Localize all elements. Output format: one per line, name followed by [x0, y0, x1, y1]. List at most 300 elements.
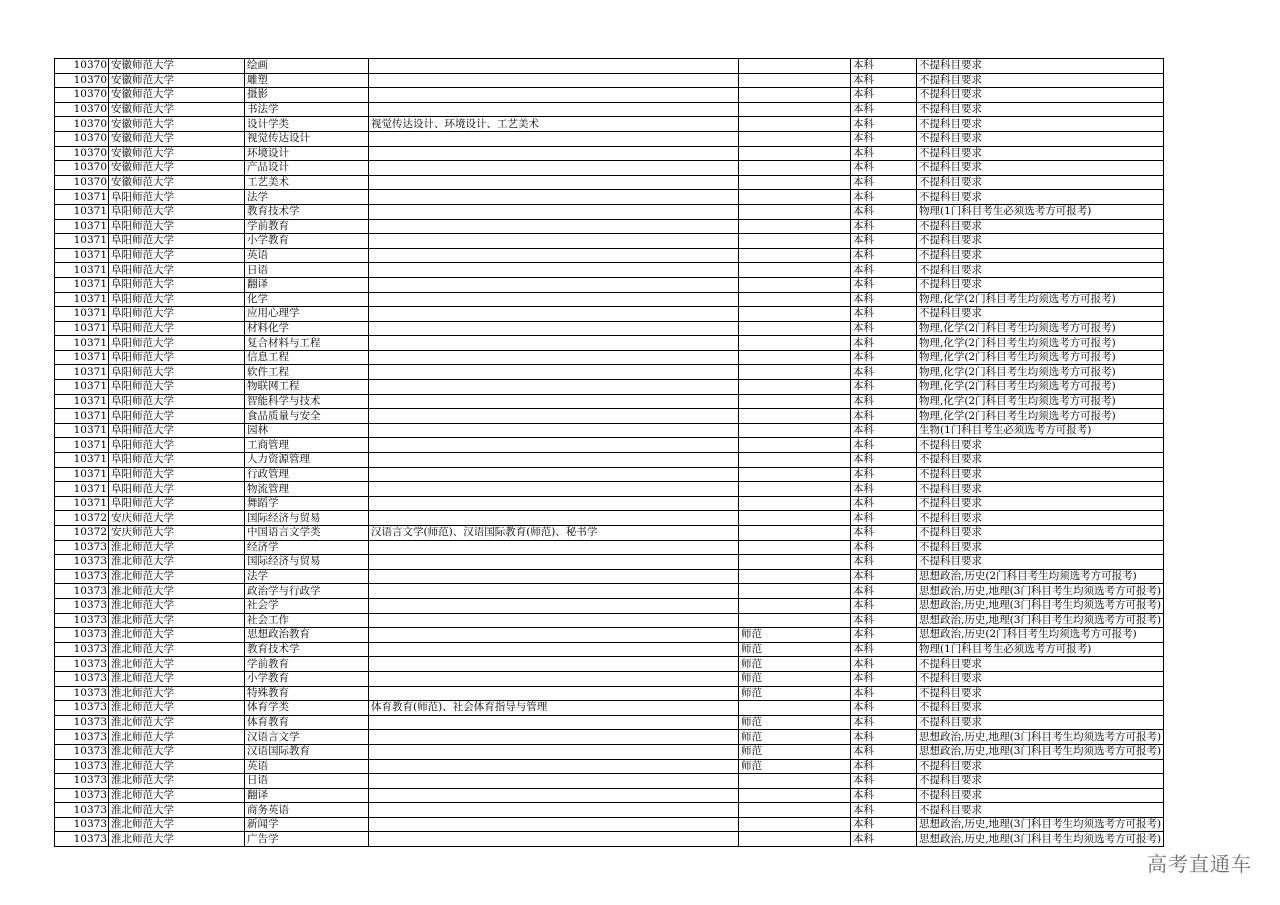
teacher-training-cell — [739, 88, 851, 103]
degree-level-cell: 本科 — [851, 438, 917, 453]
degree-level-cell: 本科 — [851, 482, 917, 497]
teacher-training-cell — [739, 350, 851, 365]
degree-level-cell: 本科 — [851, 657, 917, 672]
school-name-cell: 阜阳师范大学 — [109, 423, 245, 438]
teacher-training-cell — [739, 161, 851, 176]
teacher-training-cell — [739, 175, 851, 190]
subject-requirement-cell: 不提科目要求 — [917, 657, 1164, 672]
school-code-cell: 10370 — [55, 59, 109, 74]
degree-level-cell: 本科 — [851, 467, 917, 482]
subject-requirement-cell: 不提科目要求 — [917, 248, 1164, 263]
school-name-cell: 阜阳师范大学 — [109, 365, 245, 380]
degree-level-cell: 本科 — [851, 248, 917, 263]
degree-level-cell: 本科 — [851, 423, 917, 438]
teacher-training-cell: 师范 — [739, 642, 851, 657]
major-name-cell: 舞蹈学 — [245, 496, 369, 511]
school-code-cell: 10370 — [55, 131, 109, 146]
major-name-cell: 环境设计 — [245, 146, 369, 161]
degree-level-cell: 本科 — [851, 117, 917, 132]
school-code-cell: 10371 — [55, 365, 109, 380]
table-row — [55, 584, 1164, 599]
school-code-cell: 10373 — [55, 628, 109, 643]
major-name-cell: 产品设计 — [245, 161, 369, 176]
table-row — [55, 263, 1164, 278]
subject-requirement-cell: 不提科目要求 — [917, 715, 1164, 730]
school-code-cell: 10373 — [55, 569, 109, 584]
school-name-cell: 阜阳师范大学 — [109, 263, 245, 278]
school-name-cell: 阜阳师范大学 — [109, 482, 245, 497]
table-row — [55, 248, 1164, 263]
major-name-cell: 化学 — [245, 292, 369, 307]
degree-level-cell: 本科 — [851, 832, 917, 847]
major-name-cell: 人力资源管理 — [245, 453, 369, 468]
teacher-training-cell — [739, 380, 851, 395]
included-majors-cell — [369, 350, 739, 365]
degree-level-cell: 本科 — [851, 175, 917, 190]
table-row — [55, 350, 1164, 365]
subject-requirement-cell: 不提科目要求 — [917, 496, 1164, 511]
teacher-training-cell — [739, 365, 851, 380]
school-code-cell: 10371 — [55, 292, 109, 307]
degree-level-cell: 本科 — [851, 642, 917, 657]
teacher-training-cell — [739, 482, 851, 497]
school-code-cell: 10370 — [55, 146, 109, 161]
included-majors-cell — [369, 496, 739, 511]
major-name-cell: 材料化学 — [245, 321, 369, 336]
included-majors-cell — [369, 467, 739, 482]
included-majors-cell — [369, 73, 739, 88]
table-row — [55, 307, 1164, 322]
included-majors-cell — [369, 540, 739, 555]
degree-level-cell: 本科 — [851, 292, 917, 307]
degree-level-cell: 本科 — [851, 774, 917, 789]
school-code-cell: 10371 — [55, 248, 109, 263]
school-name-cell: 淮北师范大学 — [109, 701, 245, 716]
school-code-cell: 10371 — [55, 350, 109, 365]
teacher-training-cell — [739, 788, 851, 803]
school-name-cell: 阜阳师范大学 — [109, 467, 245, 482]
included-majors-cell — [369, 292, 739, 307]
included-majors-cell — [369, 803, 739, 818]
table-row — [55, 423, 1164, 438]
degree-level-cell: 本科 — [851, 380, 917, 395]
degree-level-cell: 本科 — [851, 102, 917, 117]
degree-level-cell: 本科 — [851, 277, 917, 292]
school-name-cell: 淮北师范大学 — [109, 715, 245, 730]
school-name-cell: 淮北师范大学 — [109, 774, 245, 789]
school-name-cell: 安庆师范大学 — [109, 526, 245, 541]
school-name-cell: 阜阳师范大学 — [109, 394, 245, 409]
teacher-training-cell — [739, 102, 851, 117]
school-name-cell: 淮北师范大学 — [109, 657, 245, 672]
school-code-cell: 10370 — [55, 88, 109, 103]
table-row — [55, 234, 1164, 249]
degree-level-cell: 本科 — [851, 321, 917, 336]
table-row — [55, 496, 1164, 511]
school-code-cell: 10373 — [55, 642, 109, 657]
teacher-training-cell — [739, 190, 851, 205]
school-code-cell: 10371 — [55, 219, 109, 234]
subject-requirement-cell: 不提科目要求 — [917, 701, 1164, 716]
school-code-cell: 10371 — [55, 307, 109, 322]
degree-level-cell: 本科 — [851, 190, 917, 205]
degree-level-cell: 本科 — [851, 511, 917, 526]
table-row — [55, 131, 1164, 146]
teacher-training-cell — [739, 496, 851, 511]
school-name-cell: 阜阳师范大学 — [109, 453, 245, 468]
subject-requirement-cell: 不提科目要求 — [917, 686, 1164, 701]
teacher-training-cell — [739, 73, 851, 88]
teacher-training-cell: 师范 — [739, 628, 851, 643]
included-majors-cell — [369, 438, 739, 453]
teacher-training-cell — [739, 584, 851, 599]
subject-requirement-cell: 不提科目要求 — [917, 88, 1164, 103]
teacher-training-cell — [739, 277, 851, 292]
major-name-cell: 国际经济与贸易 — [245, 555, 369, 570]
major-name-cell: 绘画 — [245, 59, 369, 74]
school-code-cell: 10373 — [55, 803, 109, 818]
school-code-cell: 10373 — [55, 832, 109, 847]
degree-level-cell: 本科 — [851, 817, 917, 832]
teacher-training-cell — [739, 131, 851, 146]
major-name-cell: 设计学类 — [245, 117, 369, 132]
included-majors-cell — [369, 511, 739, 526]
degree-level-cell: 本科 — [851, 365, 917, 380]
major-name-cell: 翻译 — [245, 277, 369, 292]
subject-requirement-cell: 物理(1门科目考生必须选考方可报考) — [917, 642, 1164, 657]
school-name-cell: 安徽师范大学 — [109, 117, 245, 132]
school-code-cell: 10371 — [55, 453, 109, 468]
table-row — [55, 175, 1164, 190]
school-code-cell: 10371 — [55, 467, 109, 482]
school-name-cell: 阜阳师范大学 — [109, 380, 245, 395]
subject-requirement-cell: 不提科目要求 — [917, 146, 1164, 161]
teacher-training-cell — [739, 453, 851, 468]
school-name-cell: 安徽师范大学 — [109, 146, 245, 161]
school-name-cell: 阜阳师范大学 — [109, 438, 245, 453]
subject-requirement-cell: 不提科目要求 — [917, 307, 1164, 322]
subject-requirement-cell: 不提科目要求 — [917, 117, 1164, 132]
school-code-cell: 10370 — [55, 73, 109, 88]
table-row — [55, 803, 1164, 818]
major-name-cell: 物流管理 — [245, 482, 369, 497]
table-row — [55, 102, 1164, 117]
major-name-cell: 小学教育 — [245, 234, 369, 249]
teacher-training-cell — [739, 526, 851, 541]
table-row — [55, 292, 1164, 307]
table-row — [55, 438, 1164, 453]
table-row — [55, 526, 1164, 541]
school-name-cell: 淮北师范大学 — [109, 730, 245, 745]
included-majors-cell — [369, 409, 739, 424]
major-name-cell: 信息工程 — [245, 350, 369, 365]
school-code-cell: 10373 — [55, 730, 109, 745]
major-name-cell: 物联网工程 — [245, 380, 369, 395]
subject-requirement-cell: 不提科目要求 — [917, 774, 1164, 789]
school-name-cell: 淮北师范大学 — [109, 686, 245, 701]
teacher-training-cell — [739, 817, 851, 832]
major-name-cell: 体育教育 — [245, 715, 369, 730]
degree-level-cell: 本科 — [851, 540, 917, 555]
subject-requirement-cell: 思想政治,历史(2门科目考生均须选考方可报考) — [917, 628, 1164, 643]
major-name-cell: 智能科学与技术 — [245, 394, 369, 409]
major-name-cell: 英语 — [245, 248, 369, 263]
major-name-cell: 特殊教育 — [245, 686, 369, 701]
school-code-cell: 10373 — [55, 744, 109, 759]
degree-level-cell: 本科 — [851, 131, 917, 146]
degree-level-cell: 本科 — [851, 204, 917, 219]
degree-level-cell: 本科 — [851, 598, 917, 613]
included-majors-cell — [369, 584, 739, 599]
admission-table — [54, 58, 1164, 847]
school-code-cell: 10373 — [55, 774, 109, 789]
teacher-training-cell: 师范 — [739, 730, 851, 745]
major-name-cell: 园林 — [245, 423, 369, 438]
teacher-training-cell: 师范 — [739, 686, 851, 701]
table-row — [55, 190, 1164, 205]
major-name-cell: 法学 — [245, 190, 369, 205]
school-code-cell: 10371 — [55, 277, 109, 292]
school-code-cell: 10372 — [55, 526, 109, 541]
subject-requirement-cell: 不提科目要求 — [917, 73, 1164, 88]
table-row — [55, 598, 1164, 613]
major-name-cell: 教育技术学 — [245, 204, 369, 219]
school-code-cell: 10370 — [55, 102, 109, 117]
school-name-cell: 阜阳师范大学 — [109, 277, 245, 292]
table-row — [55, 657, 1164, 672]
subject-requirement-cell: 思想政治,历史,地理(3门科目考生均须选考方可报考) — [917, 817, 1164, 832]
table-row — [55, 336, 1164, 351]
degree-level-cell: 本科 — [851, 409, 917, 424]
degree-level-cell: 本科 — [851, 803, 917, 818]
degree-level-cell: 本科 — [851, 744, 917, 759]
school-code-cell: 10371 — [55, 380, 109, 395]
school-name-cell: 阜阳师范大学 — [109, 350, 245, 365]
included-majors-cell — [369, 657, 739, 672]
school-name-cell: 淮北师范大学 — [109, 540, 245, 555]
degree-level-cell: 本科 — [851, 234, 917, 249]
school-code-cell: 10371 — [55, 482, 109, 497]
included-majors-cell — [369, 774, 739, 789]
school-code-cell: 10371 — [55, 394, 109, 409]
table-row — [55, 744, 1164, 759]
major-name-cell: 汉语言文学 — [245, 730, 369, 745]
teacher-training-cell — [739, 248, 851, 263]
subject-requirement-cell: 不提科目要求 — [917, 482, 1164, 497]
included-majors-cell — [369, 744, 739, 759]
school-code-cell: 10373 — [55, 613, 109, 628]
teacher-training-cell — [739, 467, 851, 482]
school-code-cell: 10373 — [55, 759, 109, 774]
major-name-cell: 国际经济与贸易 — [245, 511, 369, 526]
included-majors-cell — [369, 88, 739, 103]
included-majors-cell — [369, 482, 739, 497]
school-code-cell: 10371 — [55, 438, 109, 453]
table-row — [55, 569, 1164, 584]
included-majors-cell — [369, 131, 739, 146]
school-name-cell: 淮北师范大学 — [109, 555, 245, 570]
teacher-training-cell: 师范 — [739, 715, 851, 730]
school-name-cell: 阜阳师范大学 — [109, 336, 245, 351]
included-majors-cell — [369, 394, 739, 409]
teacher-training-cell — [739, 511, 851, 526]
subject-requirement-cell: 生物(1门科目考生必须选考方可报考) — [917, 423, 1164, 438]
included-majors-cell — [369, 190, 739, 205]
degree-level-cell: 本科 — [851, 161, 917, 176]
included-majors-cell — [369, 59, 739, 74]
subject-requirement-cell: 不提科目要求 — [917, 219, 1164, 234]
major-name-cell: 新闻学 — [245, 817, 369, 832]
teacher-training-cell — [739, 540, 851, 555]
school-code-cell: 10371 — [55, 423, 109, 438]
subject-requirement-cell: 不提科目要求 — [917, 467, 1164, 482]
school-code-cell: 10373 — [55, 598, 109, 613]
included-majors-cell — [369, 686, 739, 701]
table-row — [55, 613, 1164, 628]
major-name-cell: 商务英语 — [245, 803, 369, 818]
subject-requirement-cell: 物理,化学(2门科目考生均须选考方可报考) — [917, 336, 1164, 351]
school-code-cell: 10371 — [55, 263, 109, 278]
subject-requirement-cell: 物理,化学(2门科目考生均须选考方可报考) — [917, 394, 1164, 409]
degree-level-cell: 本科 — [851, 526, 917, 541]
major-name-cell: 日语 — [245, 774, 369, 789]
included-majors-cell: 视觉传达设计、环境设计、工艺美术 — [369, 117, 739, 132]
school-code-cell: 10373 — [55, 657, 109, 672]
major-name-cell: 行政管理 — [245, 467, 369, 482]
included-majors-cell — [369, 642, 739, 657]
school-code-cell: 10371 — [55, 336, 109, 351]
included-majors-cell — [369, 161, 739, 176]
table-row — [55, 730, 1164, 745]
table-row — [55, 73, 1164, 88]
subject-requirement-cell: 思想政治,历史,地理(3门科目考生均须选考方可报考) — [917, 584, 1164, 599]
subject-requirement-cell: 思想政治,历史(2门科目考生均须选考方可报考) — [917, 569, 1164, 584]
major-name-cell: 复合材料与工程 — [245, 336, 369, 351]
subject-requirement-cell: 不提科目要求 — [917, 234, 1164, 249]
teacher-training-cell: 师范 — [739, 744, 851, 759]
table-row — [55, 642, 1164, 657]
school-name-cell: 淮北师范大学 — [109, 642, 245, 657]
included-majors-cell — [369, 307, 739, 322]
included-majors-cell — [369, 788, 739, 803]
degree-level-cell: 本科 — [851, 307, 917, 322]
major-name-cell: 社会学 — [245, 598, 369, 613]
teacher-training-cell — [739, 321, 851, 336]
degree-level-cell: 本科 — [851, 569, 917, 584]
table-row — [55, 394, 1164, 409]
major-name-cell: 政治学与行政学 — [245, 584, 369, 599]
teacher-training-cell: 师范 — [739, 759, 851, 774]
school-code-cell: 10371 — [55, 190, 109, 205]
teacher-training-cell — [739, 263, 851, 278]
subject-requirement-cell: 思想政治,历史,地理(3门科目考生均须选考方可报考) — [917, 744, 1164, 759]
teacher-training-cell — [739, 423, 851, 438]
degree-level-cell: 本科 — [851, 788, 917, 803]
school-name-cell: 阜阳师范大学 — [109, 219, 245, 234]
degree-level-cell: 本科 — [851, 496, 917, 511]
subject-requirement-cell: 不提科目要求 — [917, 671, 1164, 686]
teacher-training-cell — [739, 701, 851, 716]
school-code-cell: 10373 — [55, 701, 109, 716]
subject-requirement-cell: 不提科目要求 — [917, 803, 1164, 818]
degree-level-cell: 本科 — [851, 336, 917, 351]
school-name-cell: 阜阳师范大学 — [109, 248, 245, 263]
subject-requirement-cell: 不提科目要求 — [917, 131, 1164, 146]
table-row — [55, 482, 1164, 497]
major-name-cell: 广告学 — [245, 832, 369, 847]
included-majors-cell — [369, 598, 739, 613]
major-name-cell: 摄影 — [245, 88, 369, 103]
subject-requirement-cell: 不提科目要求 — [917, 59, 1164, 74]
school-code-cell: 10373 — [55, 715, 109, 730]
school-code-cell: 10371 — [55, 204, 109, 219]
table-row — [55, 715, 1164, 730]
subject-requirement-cell: 不提科目要求 — [917, 759, 1164, 774]
table-row — [55, 59, 1164, 74]
school-name-cell: 淮北师范大学 — [109, 613, 245, 628]
major-name-cell: 法学 — [245, 569, 369, 584]
school-name-cell: 阜阳师范大学 — [109, 292, 245, 307]
school-name-cell: 安徽师范大学 — [109, 131, 245, 146]
major-name-cell: 思想政治教育 — [245, 628, 369, 643]
subject-requirement-cell: 不提科目要求 — [917, 175, 1164, 190]
school-name-cell: 淮北师范大学 — [109, 832, 245, 847]
included-majors-cell — [369, 146, 739, 161]
subject-requirement-cell: 不提科目要求 — [917, 540, 1164, 555]
school-code-cell: 10373 — [55, 788, 109, 803]
included-majors-cell — [369, 730, 739, 745]
school-code-cell: 10371 — [55, 409, 109, 424]
table-row — [55, 817, 1164, 832]
teacher-training-cell — [739, 832, 851, 847]
school-name-cell: 淮北师范大学 — [109, 744, 245, 759]
subject-requirement-cell: 不提科目要求 — [917, 438, 1164, 453]
degree-level-cell: 本科 — [851, 555, 917, 570]
included-majors-cell — [369, 365, 739, 380]
degree-level-cell: 本科 — [851, 263, 917, 278]
degree-level-cell: 本科 — [851, 584, 917, 599]
major-name-cell: 学前教育 — [245, 657, 369, 672]
school-name-cell: 安徽师范大学 — [109, 102, 245, 117]
teacher-training-cell — [739, 307, 851, 322]
included-majors-cell — [369, 817, 739, 832]
included-majors-cell — [369, 321, 739, 336]
major-name-cell: 经济学 — [245, 540, 369, 555]
table-row — [55, 511, 1164, 526]
table-row — [55, 219, 1164, 234]
included-majors-cell — [369, 336, 739, 351]
teacher-training-cell: 师范 — [739, 657, 851, 672]
school-code-cell: 10370 — [55, 117, 109, 132]
school-name-cell: 阜阳师范大学 — [109, 321, 245, 336]
school-name-cell: 阜阳师范大学 — [109, 496, 245, 511]
school-code-cell: 10372 — [55, 511, 109, 526]
included-majors-cell — [369, 175, 739, 190]
school-name-cell: 阜阳师范大学 — [109, 409, 245, 424]
degree-level-cell: 本科 — [851, 59, 917, 74]
included-majors-cell — [369, 277, 739, 292]
teacher-training-cell — [739, 555, 851, 570]
included-majors-cell — [369, 263, 739, 278]
school-code-cell: 10371 — [55, 321, 109, 336]
school-name-cell: 安徽师范大学 — [109, 59, 245, 74]
school-name-cell: 淮北师范大学 — [109, 628, 245, 643]
school-code-cell: 10373 — [55, 686, 109, 701]
degree-level-cell: 本科 — [851, 73, 917, 88]
included-majors-cell — [369, 759, 739, 774]
degree-level-cell: 本科 — [851, 715, 917, 730]
subject-requirement-cell: 不提科目要求 — [917, 190, 1164, 205]
